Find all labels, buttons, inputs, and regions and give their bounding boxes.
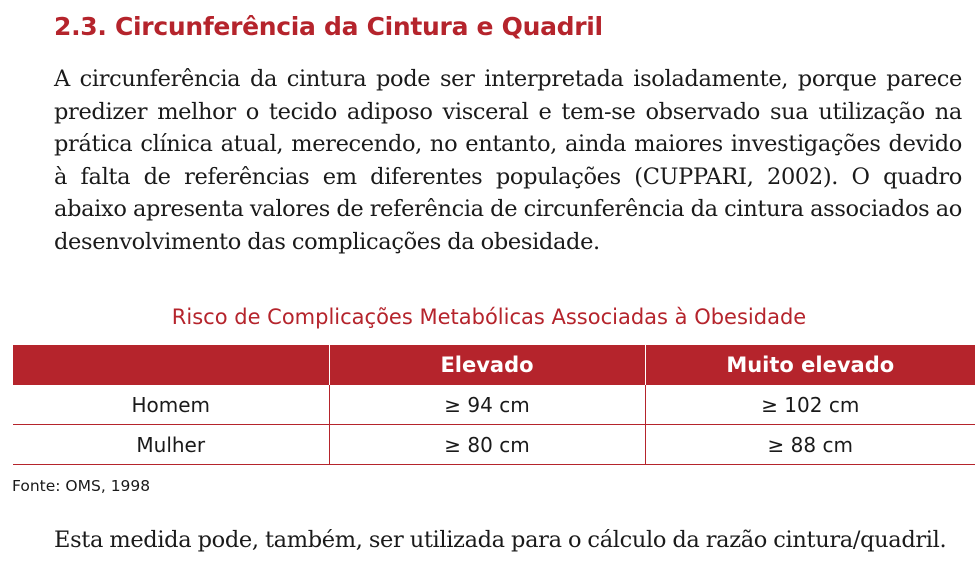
cell-very-elevated: ≥ 88 cm <box>645 425 975 465</box>
table-caption: Risco de Complicações Metabólicas Associadas à Obesidade <box>171 305 807 329</box>
table-row <box>13 425 975 465</box>
cell-very-elevated: ≥ 102 cm <box>645 385 975 425</box>
table-source: Fonte: OMS, 1998 <box>12 477 151 495</box>
cell-elevated: ≥ 80 cm <box>329 425 645 465</box>
header-empty <box>13 345 329 385</box>
table-row <box>13 385 975 425</box>
table-header-row <box>13 345 975 385</box>
section-heading: 2.3. Circunferência da Cintura e Quadril <box>54 12 603 41</box>
row-group-label: Homem <box>13 385 329 425</box>
row-group-label: Mulher <box>13 425 329 465</box>
intro-paragraph: A circunferência da cintura pode ser interpretada isoladamente, porque parece predizer melhor o tecido adiposo visceral e tem-se observado sua utilização na prática clínica atual, merecendo, no entanto, ainda maiores investigações devido à falta de referências em diferentes populações (CUPPARI, 2002). O quadro abaixo apresenta valores de referência de circunferência da cintura associados ao desenvolvimento das complicações da obesidade. <box>54 66 962 255</box>
closing-paragraph: Esta medida pode, também, ser utilizada para o cálculo da razão cintura/quadril. <box>54 527 947 553</box>
header-elevated: Elevado <box>329 345 645 385</box>
risk-table <box>13 345 975 465</box>
header-very-elevated: Muito elevado <box>645 345 975 385</box>
cell-elevated: ≥ 94 cm <box>329 385 645 425</box>
